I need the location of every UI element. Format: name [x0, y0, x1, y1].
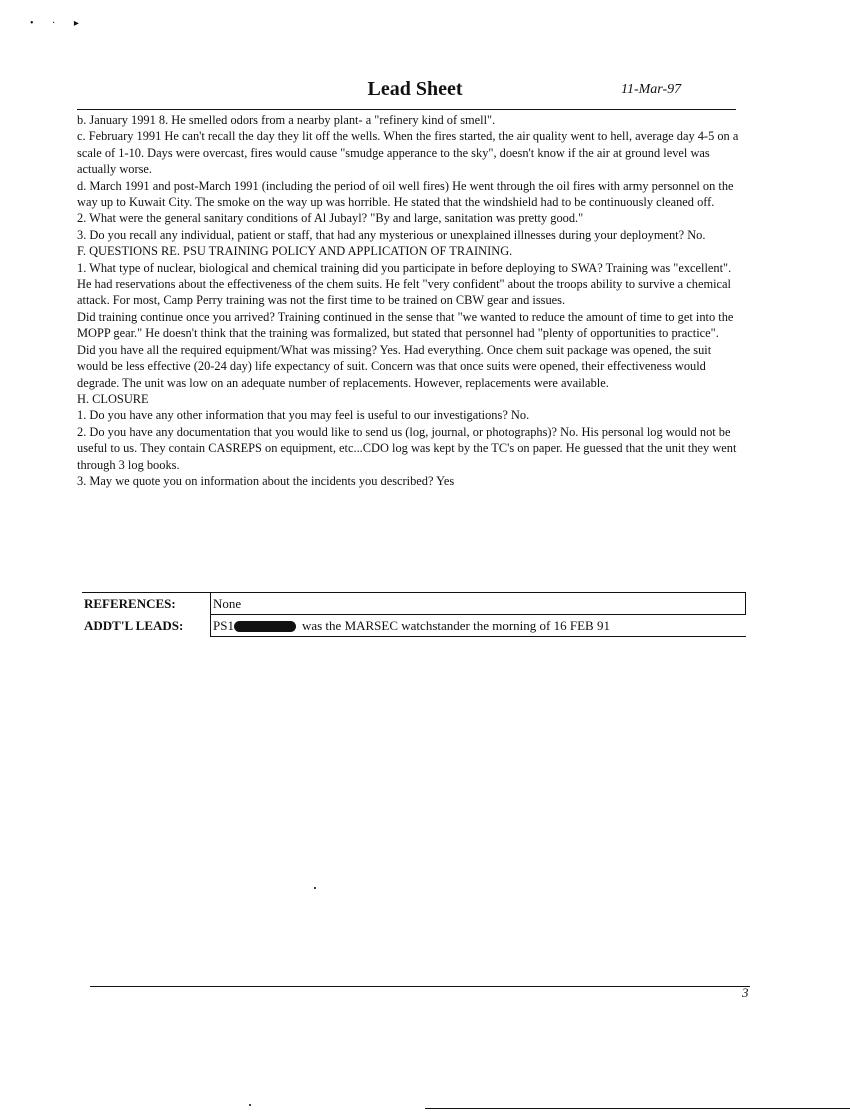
references-label: REFERENCES: [82, 593, 211, 615]
paragraph: 3. Do you recall any individual, patient or staff, that had any mysterious or unexplained illnesses during your deployment? No. [77, 227, 706, 242]
leads-cell [211, 615, 746, 637]
paragraph: 1. Do you have any other information that you may feel is useful to our investigations? No. [77, 408, 530, 423]
references-row [82, 593, 746, 615]
leads-row [82, 615, 746, 637]
section-heading: F. QUESTIONS RE. PSU TRAINING POLICY AND APPLICATION OF TRAINING. [77, 244, 513, 259]
paragraph: b. January 1991 8. He smelled odors from a nearby plant- a "refinery kind of smell". [77, 113, 496, 127]
leads-value: was the MARSEC watchstander the morning of 16 FEB 91 [301, 617, 610, 633]
body-text [77, 112, 739, 489]
paragraph: Did training continue once you arrived? Training continued in the sense that "we wanted to reduce the amount of time to get into the MOPP gear." He doesn't think that the training was formalized, but stated that personnel had "plenty of opportunities to practice". [77, 309, 734, 341]
section-heading: H. CLOSURE [77, 391, 149, 406]
paragraph: 2. What were the general sanitary conditions of Al Jubayl? "By and large, sanitation was pretty good." [77, 211, 584, 226]
paragraph: 1. What type of nuclear, biological and chemical training did you participate in before deploying to SWA? Training was "excellent". He had reservations about the effectiveness of the chem suits. He felt "very confident" about the troops ability to survive a chemical attack. For most, Camp Perry training was not the first time to be trained on CBW gear and issues. [77, 260, 732, 308]
scan-edge-line [425, 1108, 850, 1109]
scan-speck [249, 1104, 251, 1106]
scan-specks: • · ▸ [30, 18, 87, 29]
paragraph: 2. Do you have any documentation that you would like to send us (log, journal, or photographs)? No. His personal log would not be useful to us. They contain CASREPS on equipment, etc...CDO log was kept by the TC's on paper. He guessed that the unit they went through 3 log books. [77, 424, 737, 472]
page-number: 3 [742, 985, 749, 1000]
paragraph: Did you have all the required equipment/What was missing? Yes. Had everything. Once chem suit package was opened, the suit would be less effective (20-24 day) life expectancy of suit. Concern was that once suits were opened, their effectiveness would degrade. The unit was low on an adequate number of replacements. However, replacements were available. [77, 342, 712, 390]
redaction-mark [234, 621, 296, 632]
paragraph: c. February 1991 He can't recall the day they lit off the wells. When the fires started, the air quality went to hell, average day 4-5 on a scale of 1-10. Days were overcast, fires would cause "smudge apperance to the sky", doesn't know if the air at ground level was actually worse. [77, 129, 739, 177]
page-title: Lead Sheet [367, 78, 463, 100]
scan-speck [314, 887, 316, 889]
references-value: None [211, 593, 746, 615]
paragraph: 3. May we quote you on information about the incidents you described? Yes [77, 473, 455, 488]
footer-rule [90, 986, 750, 987]
paragraph: d. March 1991 and post-March 1991 (including the period of oil well fires) He went through the oil fires with army personnel on the way up to Kuwait City. The smoke on the way up was horrible. He stated that the windshield had to be continuously cleaned off. [77, 178, 734, 210]
header-rule [77, 109, 736, 110]
leads-prefix: PS1 [213, 617, 234, 633]
document-date: 11-Mar-97 [621, 82, 682, 97]
references-table [82, 592, 746, 637]
leads-label: ADDT'L LEADS: [84, 617, 184, 633]
